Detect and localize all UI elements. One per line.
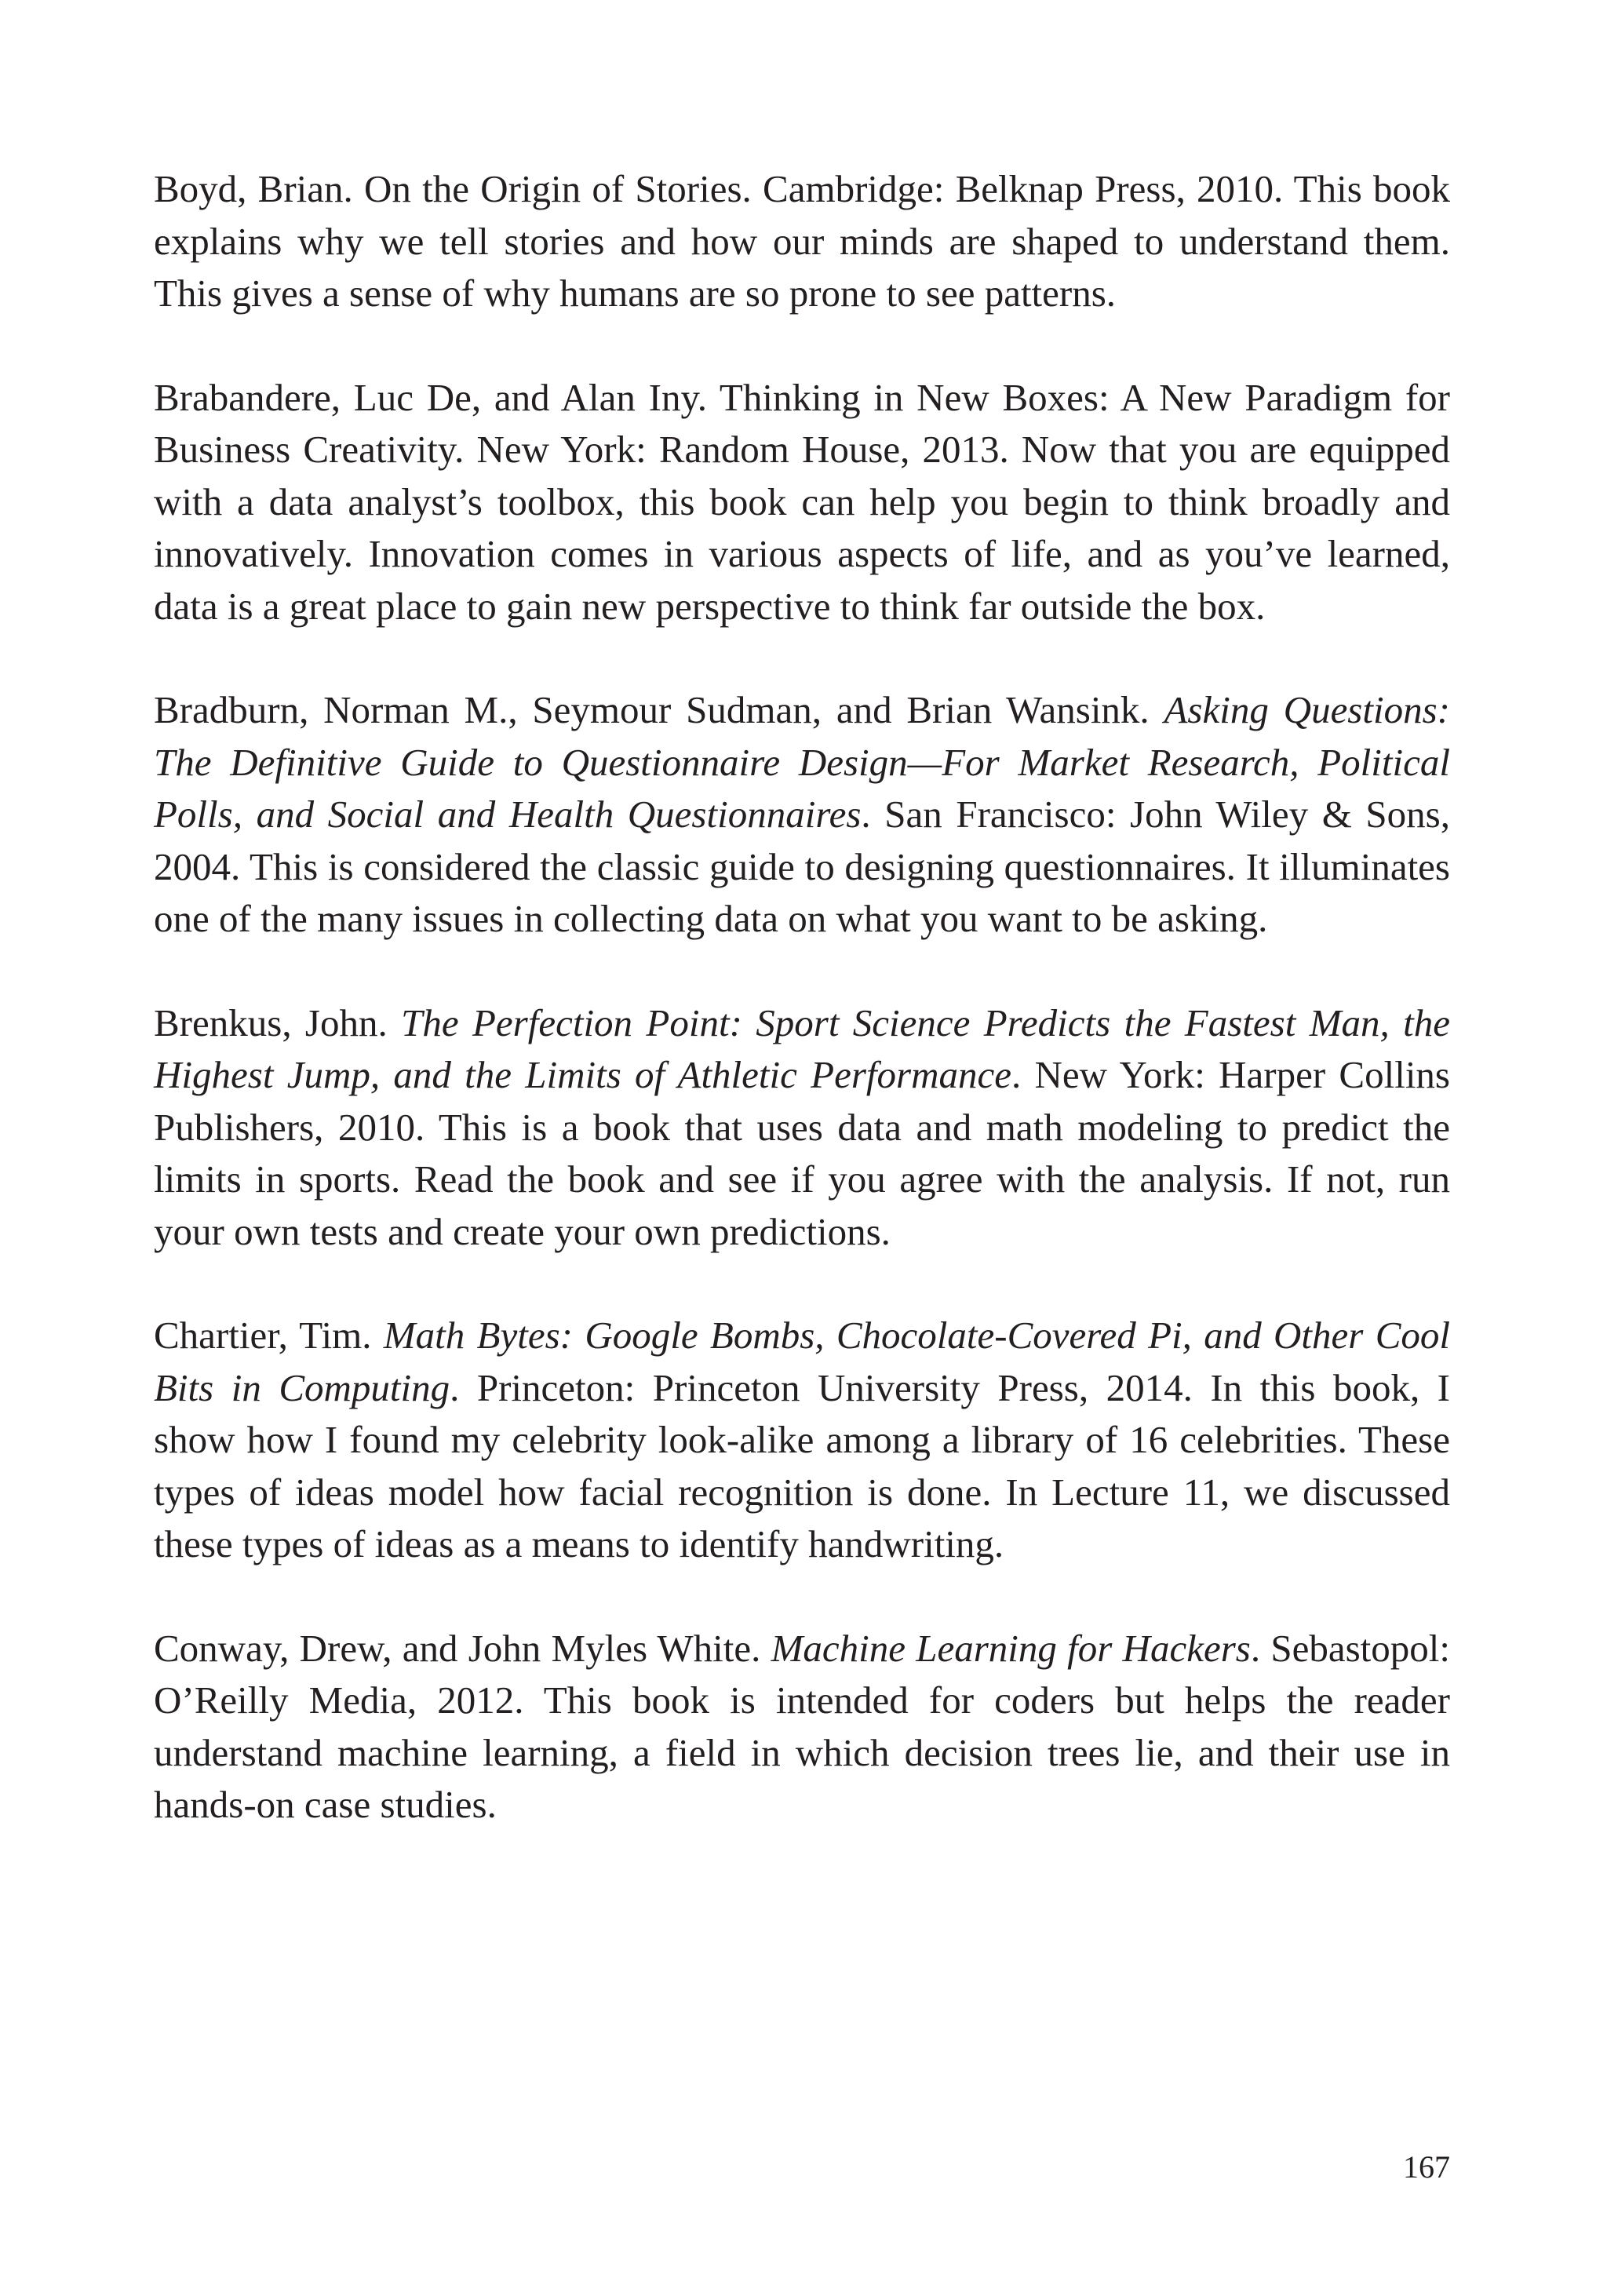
entry-authors: Bradburn, Norman M., Seymour Sudman, and Brian Wansink. [154, 688, 1164, 731]
entry-details: . Princeton: Princeton University Press, 2014. In this book, I show how I found my celebrity look-alike among a library of 16 celebrities. These types of ideas model how facial recognition is done. In Lecture 11, we discussed these types of ideas as a means to identify handwriting. [154, 1365, 1450, 1565]
bibliography-entry-conway [154, 1623, 1450, 1831]
entry-details: . New York: Harper Collins Publishers, 2010. This is a book that uses data and math modeling to predict the limits in sports. Read the book and see if you agree with the analysis. If not, run your own tests and create your own predictions. [154, 1053, 1451, 1253]
entry-title: Asking Questions: The Definitive Guide to Questionnaire Design—For Market Research, Political Polls, and Social and Health Questionnaires [154, 688, 1450, 836]
bibliography-list [154, 163, 1450, 1883]
page-number: 167 [1403, 2149, 1450, 2185]
entry-authors: Chartier, Tim. [154, 1314, 384, 1357]
entry-text: Brabandere, Luc De, and Alan Iny. Thinking in New Boxes: A New Paradigm for Business Creativity. New York: Random House, 2013. Now that you are equipped with a data analyst’s toolbox, this book can help you begin to think broadly and innovatively. Innovation comes in various aspects of life, and as you’ve learned, data is a great place to gain new perspective to think far outside the box. [154, 375, 1450, 628]
entry-title: The Perfection Point: Sport Science Predicts the Fastest Man, the Highest Jump, and the Limits of Athletic Performance [154, 1000, 1450, 1096]
bibliography-entry-chartier [154, 1310, 1450, 1571]
entry-authors: Conway, Drew, and John Myles White. [154, 1626, 771, 1670]
entry-details: . San Francisco: John Wiley & Sons, 2004. This is considered the classic guide to designing questionnaires. It illuminates one of the many issues in collecting data on what you want to be asking. [154, 793, 1450, 940]
entry-details: . Sebastopol: O’Reilly Media, 2012. This book is intended for coders but helps the reader understand machine learning, a field in which decision trees lie, and their use in hands-on case studies. [154, 1626, 1450, 1826]
entry-text: Boyd, Brian. On the Origin of Stories. Cambridge: Belknap Press, 2010. This book explains why we tell stories and how our minds are shaped to understand them. This gives a sense of why humans are so prone to see patterns. [154, 167, 1450, 315]
entry-title: Machine Learning for Hackers [771, 1626, 1251, 1670]
bibliography-entry-brenkus [154, 997, 1450, 1259]
bibliography-entry-brabandere [154, 372, 1450, 633]
entry-authors: Brenkus, John. [154, 1000, 402, 1044]
bibliography-entry-boyd [154, 163, 1450, 320]
entry-title: Math Bytes: Google Bombs, Chocolate-Covered Pi, and Other Cool Bits in Computing [154, 1314, 1450, 1409]
bibliography-entry-bradburn [154, 684, 1450, 946]
